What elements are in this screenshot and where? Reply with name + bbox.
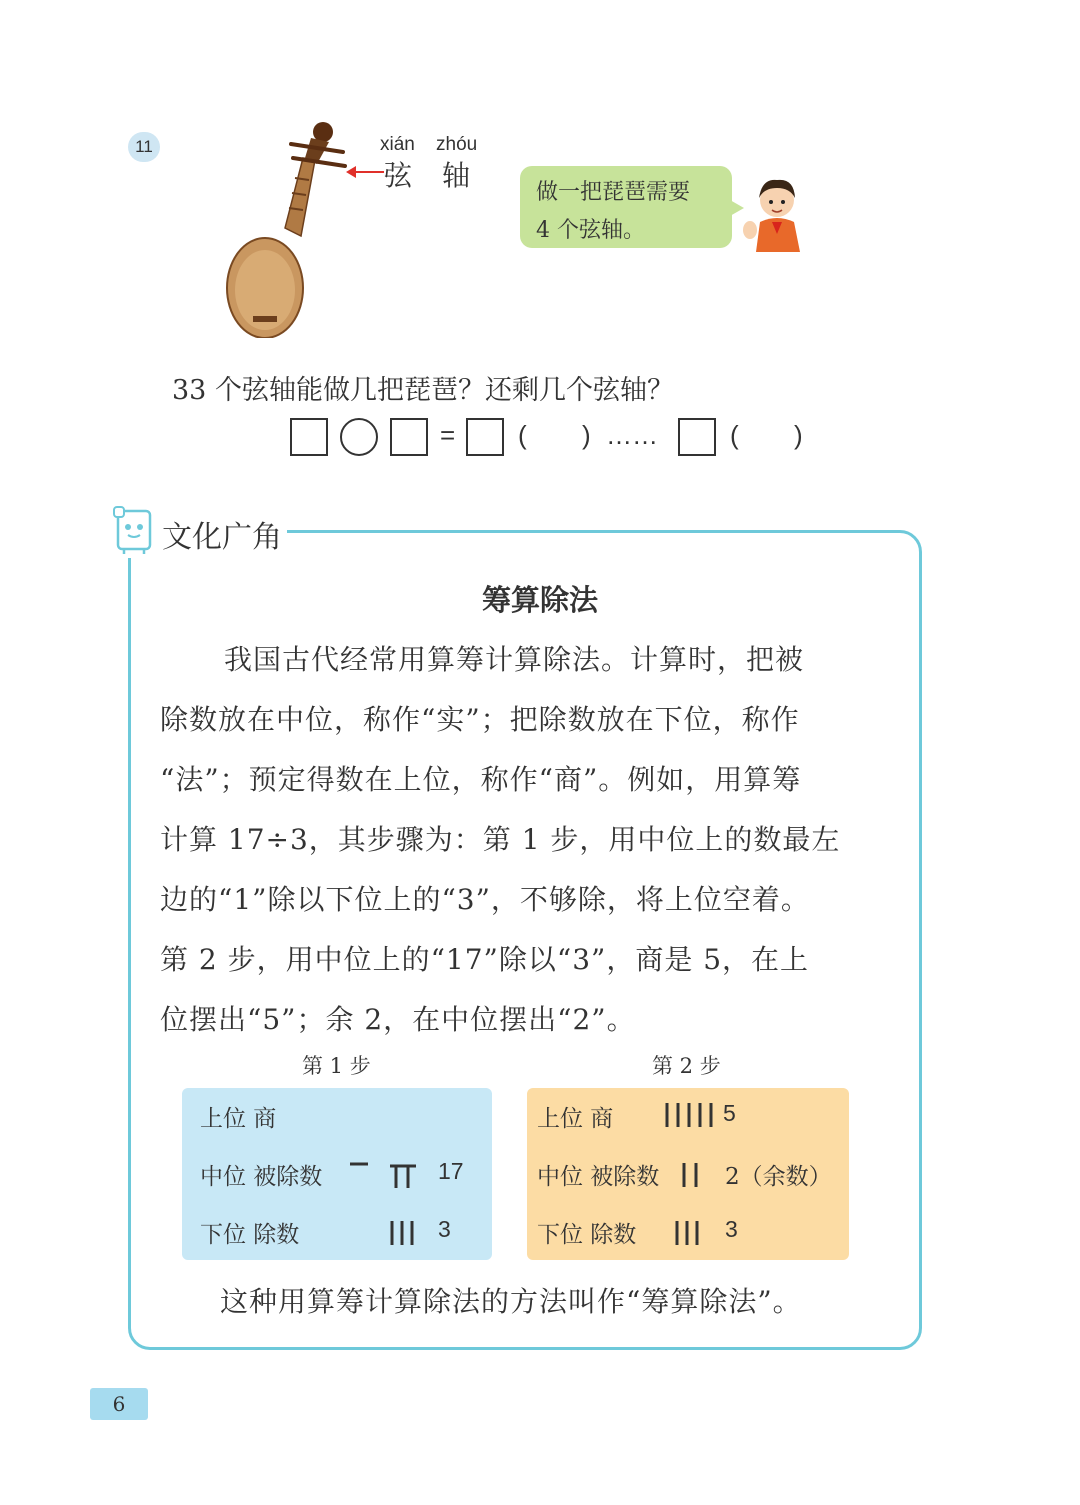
pinyin-zhou: zhóu — [436, 134, 478, 155]
speech-bubble-text — [536, 174, 726, 250]
paragraph-line-7: 位摆出“5”；余 2，在中位摆出“2”。 — [160, 1003, 636, 1036]
step-1-row-mid: 中位 被除数 — [200, 1164, 323, 1190]
paragraph-line-3: “法”；预定得数在上位，称作“商”。例如，用算筹 — [160, 763, 802, 796]
answer-box-dividend[interactable] — [290, 418, 328, 456]
step-2-row-bot: 下位 除数 — [537, 1222, 637, 1248]
term-xian: 弦 — [384, 159, 413, 192]
culture-title: 筹算除法 — [481, 585, 598, 617]
pipa-illustration — [225, 118, 355, 338]
step-1-row-top: 上位 商 — [200, 1106, 277, 1132]
step-2-mid-value: 2（余数） — [725, 1164, 832, 1190]
ellipsis: …… — [606, 420, 658, 450]
bubble-line-1: 做一把琵琶需要 — [536, 180, 691, 205]
paren-open-2: ( — [730, 420, 739, 450]
step-1-mid-value: 17 — [438, 1158, 464, 1184]
question-text: 33 个弦轴能做几把琵琶？还剩几个弦轴？ — [172, 375, 674, 406]
arrow-icon — [344, 160, 384, 180]
step-2-row-mid: 中位 被除数 — [537, 1164, 660, 1190]
boy-icon — [742, 172, 812, 252]
answer-box-divisor[interactable] — [390, 418, 428, 456]
paragraph-line-5: 边的“1”除以下位上的“3”，不够除，将上位空着。 — [160, 883, 810, 916]
conclusion-text: 这种用算筹计算除法的方法叫作“筹算除法”。 — [220, 1285, 802, 1318]
step-1-row-bot: 下位 除数 — [200, 1222, 300, 1248]
paren-open-1: ( — [518, 420, 527, 450]
term-zhou: 轴 — [442, 159, 471, 192]
step-1-panel — [182, 1088, 492, 1260]
step-2-panel — [527, 1088, 849, 1260]
paragraph-line-4: 计算 17÷3，其步骤为：第 1 步，用中位上的数最左 — [160, 823, 841, 856]
answer-box-quotient[interactable] — [466, 418, 504, 456]
counting-rods-17 — [348, 1158, 418, 1192]
counting-rods-3 — [388, 1218, 418, 1248]
paragraph-line-1: 我国古代经常用算筹计算除法。计算时，把被 — [224, 643, 805, 676]
step-2-top-value: 5 — [723, 1100, 736, 1126]
step-1-bot-value: 3 — [438, 1216, 451, 1242]
equals-sign: = — [440, 420, 456, 450]
paragraph-line-6: 第 2 步，用中位上的“17”除以“3”，商是 5，在上 — [160, 943, 810, 976]
counting-rods-2 — [679, 1160, 703, 1190]
paragraph-line-2: 除数放在中位，称作“实”；把除数放在下位，称作 — [160, 703, 800, 736]
paren-close-1: ) — [582, 420, 591, 450]
operator-circle[interactable] — [340, 418, 378, 456]
counting-rods-3-step2 — [673, 1218, 703, 1248]
counting-rods-5 — [663, 1100, 719, 1130]
pinyin-xian: xián — [380, 134, 415, 155]
exercise-number: 11 — [128, 132, 160, 162]
step-2-row-top: 上位 商 — [537, 1106, 614, 1132]
step-2-bot-value: 3 — [725, 1216, 738, 1242]
paren-close-2: ) — [794, 420, 803, 450]
answer-box-remainder[interactable] — [678, 418, 716, 456]
culture-corner-label: 文化广角 — [162, 521, 282, 554]
page-number: 6 — [90, 1388, 148, 1420]
book-icon — [112, 503, 158, 555]
step-2-label: 第 2 步 — [652, 1054, 721, 1078]
bubble-line-2: 4 个弦轴。 — [536, 218, 645, 243]
step-1-label: 第 1 步 — [302, 1054, 371, 1078]
